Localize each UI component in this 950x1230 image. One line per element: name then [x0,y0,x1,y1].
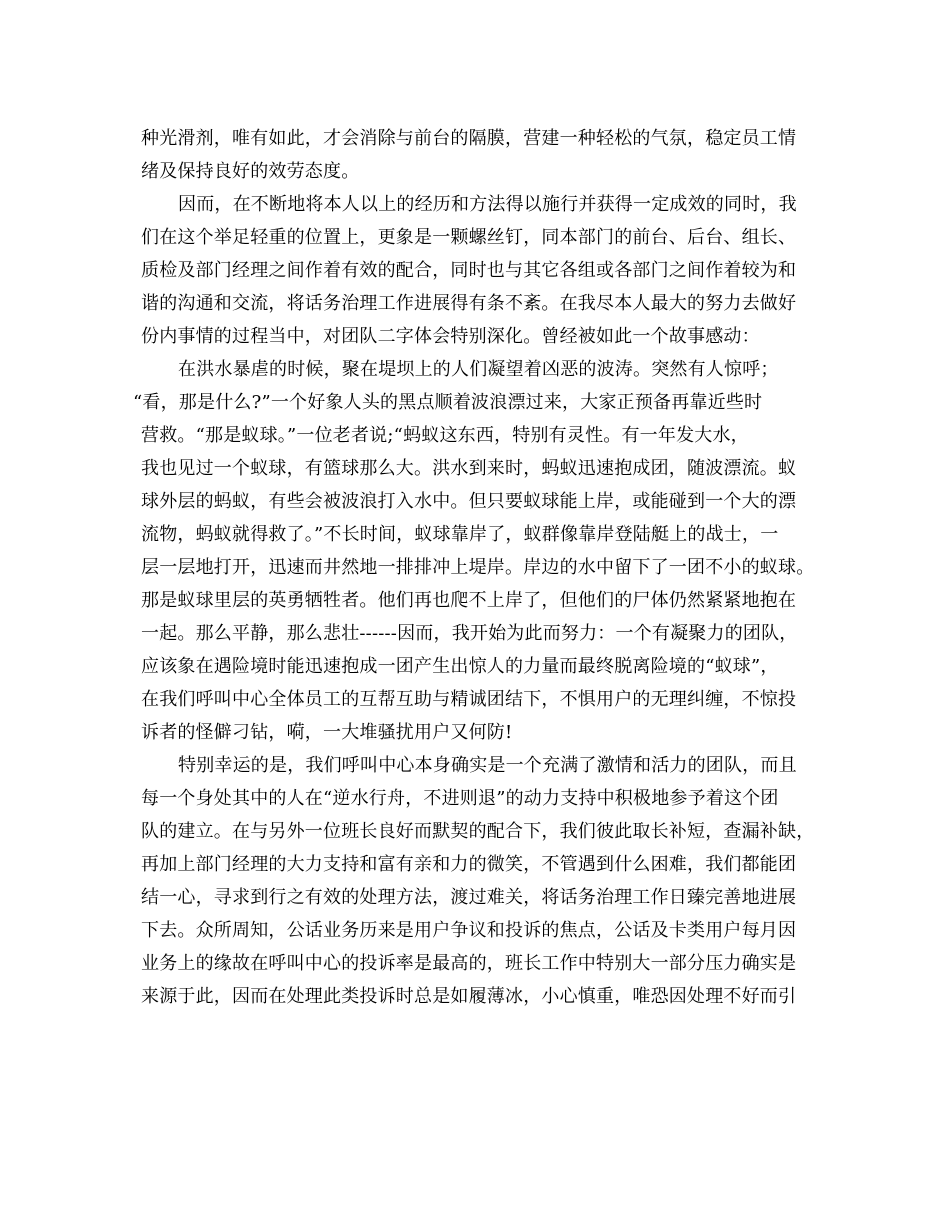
text-line: 再加上部门经理的大力支持和富有亲和力的微笑，不管遇到什么困难，我们都能团 [141,854,797,875]
paragraph-first-line: 因而，在不断地将本人以上的经历和方法得以施行并获得一定成效的同时，我 [178,194,797,215]
text-line: 结一心，寻求到行之有效的处理方法，渡过难关，将话务治理工作日臻完善地进展 [141,887,797,908]
text-line: 份内事情的过程当中，对团队二字体会特别深化。曾经被如此一个故事感动： [141,326,760,347]
text-line: 谐的沟通和交流，将话务治理工作进展得有条不紊。在我尽本人最大的努力去做好 [141,293,797,314]
text-line: “看，那是什么?”一个好象人头的黑点顺着波浪漂过来，大家正预备再靠近些时 [133,392,763,413]
text-line: 队的建立。在与另外一位班长良好而默契的配合下，我们彼此取长补短，查漏补缺， [141,821,815,842]
text-line: 应该象在遇险境时能迅速抱成一团产生出惊人的力量而最终脱离险境的“蚁球”， [141,656,779,677]
text-line: 在我们呼叫中心全体员工的互帮互助与精诚团结下，不惧用户的无理纠缠，不惊投 [141,689,797,710]
text-line: 诉者的怪僻刁钻，嗬，一大堆骚扰用户又何防! [141,722,513,743]
text-line: 我也见过一个蚁球，有篮球那么大。洪水到来时，蚂蚁迅速抱成团，随波漂流。蚁 [141,458,797,479]
text-line: 来源于此，因而在处理此类投诉时总是如履薄冰，小心慎重，唯恐因处理不好而引 [141,986,797,1007]
text-line: 们在这个举足轻重的位置上，更象是一颗螺丝钉，同本部门的前台、后台、组长、 [141,227,797,248]
text-line: 质检及部门经理之间作着有效的配合，同时也与其它各组或各部门之间作着较为和 [141,260,797,281]
text-line: 层一层地打开，迅速而井然地一排排冲上堤岸。岸边的水中留下了一团不小的蚁球。 [141,557,815,578]
text-line: 种光滑剂，唯有如此，才会消除与前台的隔膜，营建一种轻松的气氛，稳定员工情 [141,128,797,149]
text-line: 流物，蚂蚁就得救了。”不长时间，蚁球靠岸了，蚁群像靠岸登陆艇上的战士，一 [141,524,779,545]
text-line: 下去。众所周知，公话业务历来是用户争议和投诉的焦点，公话及卡类用户每月因 [141,920,797,941]
text-line: 绪及保持良好的效劳态度。 [141,161,360,182]
text-line: 一起。那么平静，那么悲壮------因而，我开始为此而努力：一个有凝聚力的团队， [141,623,798,644]
text-line: 球外层的蚂蚁，有些会被波浪打入水中。但只要蚁球能上岸，或能碰到一个大的漂 [141,491,797,512]
text-line: 那是蚁球里层的英勇牺牲者。他们再也爬不上岸了，但他们的尸体仍然紧紧地抱在 [141,590,797,611]
text-line: 营救。“那是蚁球。”一位老者说;“蚂蚁这东西，特别有灵性。有一年发大水， [141,425,749,446]
text-line: 每一个身处其中的人在“逆水行舟，不进则退”的动力支持中积极地参予着这个团 [141,788,779,809]
paragraph-first-line: 在洪水暴虐的时候，聚在堤坝上的人们凝望着凶恶的波涛。突然有人惊呼； [178,359,779,380]
paragraph-first-line: 特别幸运的是，我们呼叫中心本身确实是一个充满了激情和活力的团队，而且 [178,755,797,776]
text-line: 业务上的缘故在呼叫中心的投诉率是最高的，班长工作中特别大一部分压力确实是 [141,953,797,974]
